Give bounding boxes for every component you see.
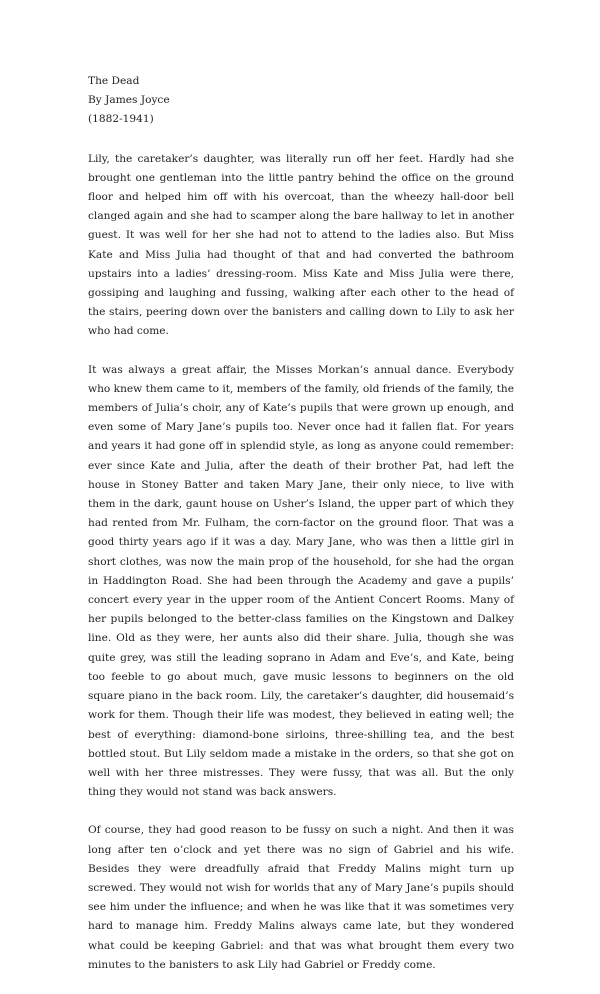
paragraph-2: It was always a great affair, the Misses Morkan’s annual dance. Everybody who knew them came to it, members of the family, old friends of the family, the members of Julia’s choir, any of Kate’s pupils that were grown up enough, and even some of Mary Jane’s pupils too. Never once had it fallen flat. For years and years it had gone off in splendid style, as long as anyone could remember: ever since Kate and Julia, after the death of their brother Pat, had left the house in Stoney Batter and taken Mary Jane, their only niece, to live with them in the dark, gaunt house on Usher’s Island, the upper part of which they had rented from Mr. Fulham, the corn-factor on the ground floor. That was a good thirty years ago if it was a day. Mary Jane, who was then a little girl in short clothes, was now the main prop of the household, for she had the organ in Haddington Road. She had been through the Academy and gave a pupils’ concert every year in the upper room of the Antient Concert Rooms. Many of her pupils belonged to the better-class families on the Kingstown and Dalkey line. Old as they were, her aunts also did their share. Julia, though she was quite grey, was still the leading soprano in Adam and Eve’s, and Kate, being too feeble to go about much, gave music lessons to beginners on the old square piano in the back room. Lily, the caretaker’s daughter, did housemaid’s work for them. Though their life was modest, they believed in eating well; the best of everything: diamond-bone sirloins, three-shilling tea, and the best bottled stout. But Lily seldom made a mistake in the orders, so that she got on well with her three mistresses. They were fussy, that was all. But the only thing they would not stand was back answers. (88, 363, 514, 799)
document-header (88, 72, 514, 130)
document-author: By James Joyce (88, 94, 170, 107)
document-title: The Dead (88, 75, 140, 87)
document-page (88, 72, 514, 994)
paragraph-1: Lily, the caretaker’s daughter, was literally run off her feet. Hardly had she brought one gentleman into the little pantry behind the office on the ground floor and helped him off with his overcoat, than the wheezy hall-door bell clanged again and she had to scamper along the bare hallway to let in another guest. It was well for her she had not to attend to the ladies also. But Miss Kate and Miss Julia had thought of that and had converted the bathroom upstairs into a ladies’ dressing-room. Miss Kate and Miss Julia were there, gossiping and laughing and fussing, walking after each other to the head of the stairs, peering down over the banisters and calling down to Lily to ask her who had come. (88, 152, 514, 338)
author-years: (1882-1941) (88, 113, 154, 126)
paragraph-3: Of course, they had good reason to be fussy on such a night. And then it was long after ten o’clock and yet there was no sign of Gabriel and his wife. Besides they were dreadfully afraid that Freddy Malins might turn up screwed. They would not wish for worlds that any of Mary Jane’s pupils should see him under the influence; and when he was like that it was sometimes very hard to manage him. Freddy Malins always came late, but they wondered what could be keeping Gabriel: and that was what brought them every two minutes to the banisters to ask Lily had Gabriel or Freddy come. (88, 824, 514, 971)
